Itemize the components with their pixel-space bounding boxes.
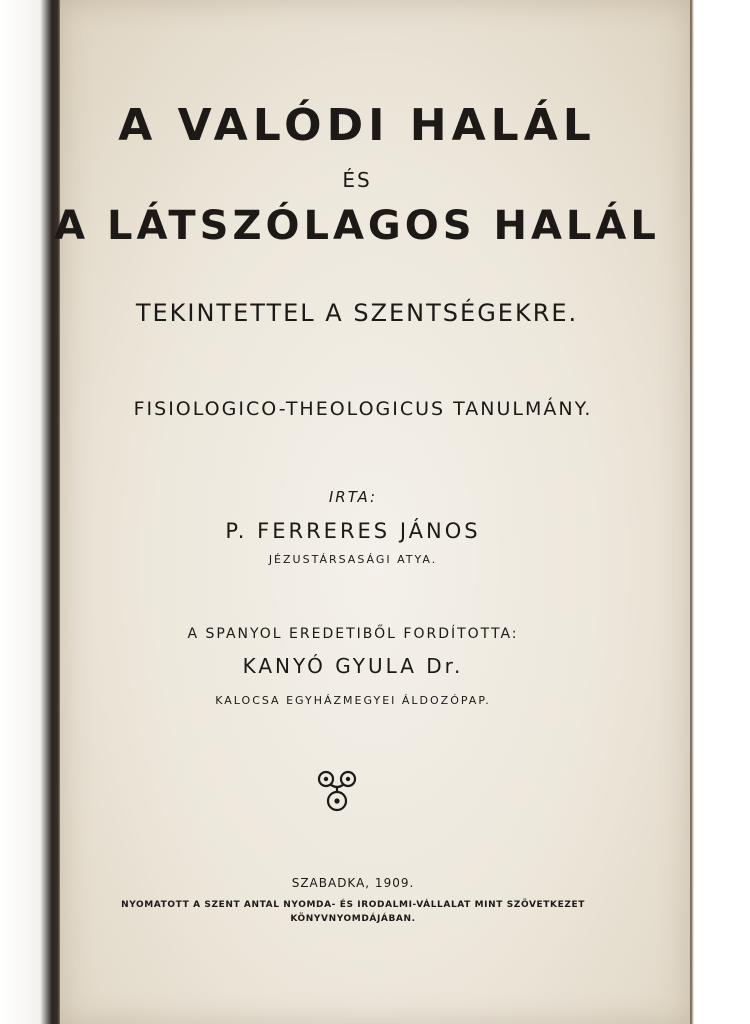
study-type: FISIOLOGICO-THEOLOGICUS TANULMÁNY.	[133, 398, 593, 420]
translator-name: KANYÓ GYULA Dr.	[242, 654, 464, 678]
imprint-printer-line-1: NYOMATOTT A SZENT ANTAL NYOMDA- ÉS IRODALMI-VÁLLALAT MINT SZÖVETKEZET	[121, 900, 585, 910]
imprint-printer-line-2: KÖNYVNYOMDÁJÁBAN.	[290, 914, 416, 924]
floral-ornament-icon	[316, 768, 358, 814]
book-spine-edge	[0, 0, 62, 1024]
title-line-1: A VALÓDI HALÁL	[118, 100, 596, 151]
title-conjunction: ÉS	[342, 168, 372, 192]
imprint-place-year: SZABADKA, 1909.	[291, 876, 415, 890]
author-name: P. FERRERES JÁNOS	[225, 519, 481, 543]
translator-label: A SPANYOL EREDETIBŐL FORDÍTOTTA:	[187, 626, 519, 642]
subtitle: TEKINTETTEL A SZENTSÉGEKRE.	[135, 299, 579, 327]
author-role: JÉZUSTÁRSASÁGI ATYA.	[268, 553, 438, 566]
title-line-2: A LÁTSZÓLAGOS HALÁL	[54, 203, 660, 249]
author-label: IRTA:	[328, 488, 378, 506]
page-right-edge	[688, 0, 750, 1024]
translator-role: KALOCSA EGYHÁZMEGYEI ÁLDOZÓPAP.	[215, 694, 491, 707]
title-page	[54, 0, 690, 1024]
